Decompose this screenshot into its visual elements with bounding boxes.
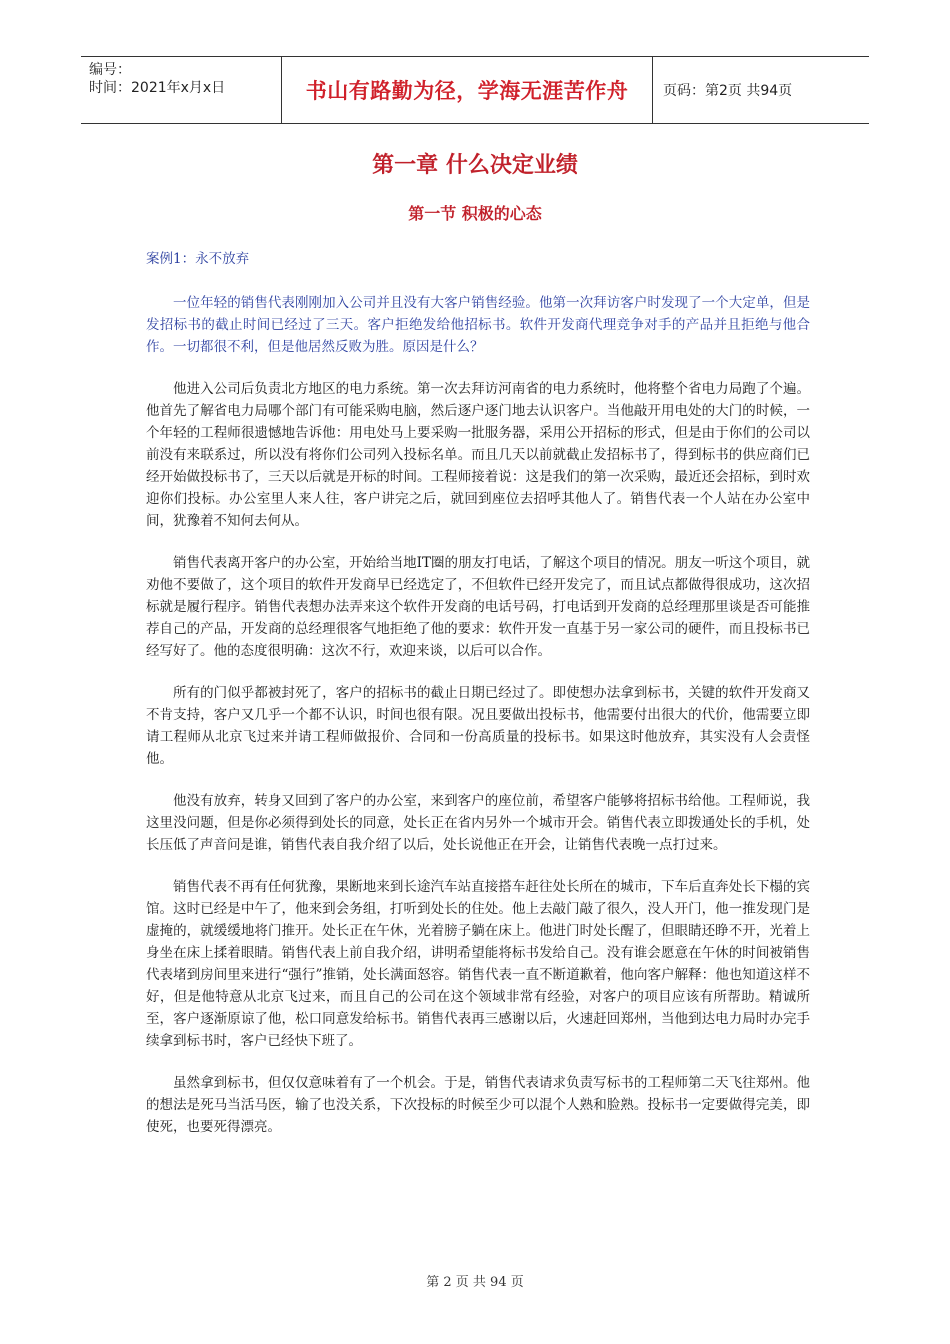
number-label: 编号： <box>89 62 131 78</box>
paragraph: 他没有放弃，转身又回到了客户的办公室，来到客户的座位前，希望客户能够将招标书给他。工程师说，我这里没问题，但是你必须得到处长的同意，处长正在省内另外一个城市开会。销售代表立即拨通处长的手机，处长压低了声音问是谁，销售代表自我介绍了以后，处长说他正在开会，让销售代表晚一点打过来。 <box>146 793 810 853</box>
header-meta <box>81 57 281 123</box>
page-info-text: 页码：第2页 共94页 <box>663 83 793 99</box>
paragraph: 他进入公司后负责北方地区的电力系统。第一次去拜访河南省的电力系统时，他将整个省电力局跑了个遍。他首先了解省电力局哪个部门有可能采购电脑，然后逐户逐门地去认识客户。当他敲开用电处的大门的时候，一个年轻的工程师很遗憾地告诉他：用电处马上要采购一批服务器，采用公开招标的形式，但是由于你们的公司以前没有来联系过，所以没有将你们公司列入投标名单。而且几天以前就截止发招标书了，得到标书的供应商们已经开始做投标书了，三天以后就是开标的时间。工程师接着说：这是我们的第一次采购，最近还会招标，到时欢迎你们投标。办公室里人来人往，客户讲完之后，就回到座位去招呼其他人了。销售代表一个人站在办公室中间，犹豫着不知何去何从。 <box>146 381 810 529</box>
paragraph: 所有的门似乎都被封死了，客户的招标书的截止日期已经过了。即使想办法拿到标书，关键的软件开发商又不肯支持，客户又几乎一个都不认识，时间也很有限。况且要做出投标书，他需要付出很大的代价，他需要立即请工程师从北京飞过来并请工程师做报价、合同和一份高质量的投标书。如果这时他放弃，其实没有人会责怪他。 <box>146 685 810 767</box>
paragraph: 销售代表离开客户的办公室，开始给当地IT圈的朋友打电话，了解这个项目的情况。朋友一听这个项目，就劝他不要做了，这个项目的软件开发商早已经选定了，不但软件已经开发完了，而且试点都做得很成功，这次招标就是履行程序。销售代表想办法弄来这个软件开发商的电话号码，打电话到开发商的总经理那里谈是否可能推荐自己的产品，开发商的总经理很客气地拒绝了他的要求：软件开发一直基于另一家公司的硬件，而且投标书已经写好了。他的态度很明确：这次不行，欢迎来谈，以后可以合作。 <box>146 555 810 659</box>
body-text <box>146 292 810 1158</box>
header-page-info <box>653 57 869 123</box>
paragraph-intro: 一位年轻的销售代表刚刚加入公司并且没有大客户销售经验。他第一次拜访客户时发现了一个大定单，但是发招标书的截止时间已经过了三天。客户拒绝发给他招标书。软件开发商代理竞争对手的产品并且拒绝与他合作。一切都很不利，但是他居然反败为胜。原因是什么？ <box>146 295 810 355</box>
paragraph: 虽然拿到标书，但仅仅意味着有了一个机会。于是，销售代表请求负责写标书的工程师第二天飞往郑州。他的想法是死马当活马医，输了也没关系，下次投标的时候至少可以混个人熟和脸熟。投标书一定要做得完美，即使死，也要死得漂亮。 <box>146 1075 810 1135</box>
page-header <box>81 56 869 124</box>
time-label: 时间：2021年x月x日 <box>89 80 226 96</box>
motto-text: 书山有路勤为径，学海无涯苦作舟 <box>305 79 629 103</box>
paragraph: 销售代表不再有任何犹豫，果断地来到长途汽车站直接搭车赶往处长所在的城市，下车后直奔处长下榻的宾馆。这时已经是中午了，他来到会务组，打听到处长的住处。他上去敲门敲了很久，没人开门，他一推发现门是虚掩的，就缓缓地将门推开。处长正在午休，光着膀子躺在床上。他进门时处长醒了，但眼睛还睁不开，光着上身坐在床上揉着眼睛。销售代表上前自我介绍，讲明希望能将标书发给自己。没有谁会愿意在午休的时间被销售代表堵到房间里来进行“强行”推销，处长满面怒容。销售代表一直不断道歉着，他向客户解释：他也知道这样不好，但是他特意从北京飞过来，而且自己的公司在这个领域非常有经验，对客户的项目应该有所帮助。精诚所至，客户逐渐原谅了他，松口同意发给标书。销售代表再三感谢以后，火速赶回郑州，当他到达电力局时办完手续拿到标书时，客户已经快下班了。 <box>146 879 810 1049</box>
header-motto-cell <box>281 57 653 123</box>
section-title: 第一节 积极的心态 <box>408 204 542 223</box>
chapter-title: 第一章 什么决定业绩 <box>372 153 578 178</box>
case-label: 案例1：永不放弃 <box>146 251 250 267</box>
page-footer: 第 2 页 共 94 页 <box>426 1275 524 1290</box>
